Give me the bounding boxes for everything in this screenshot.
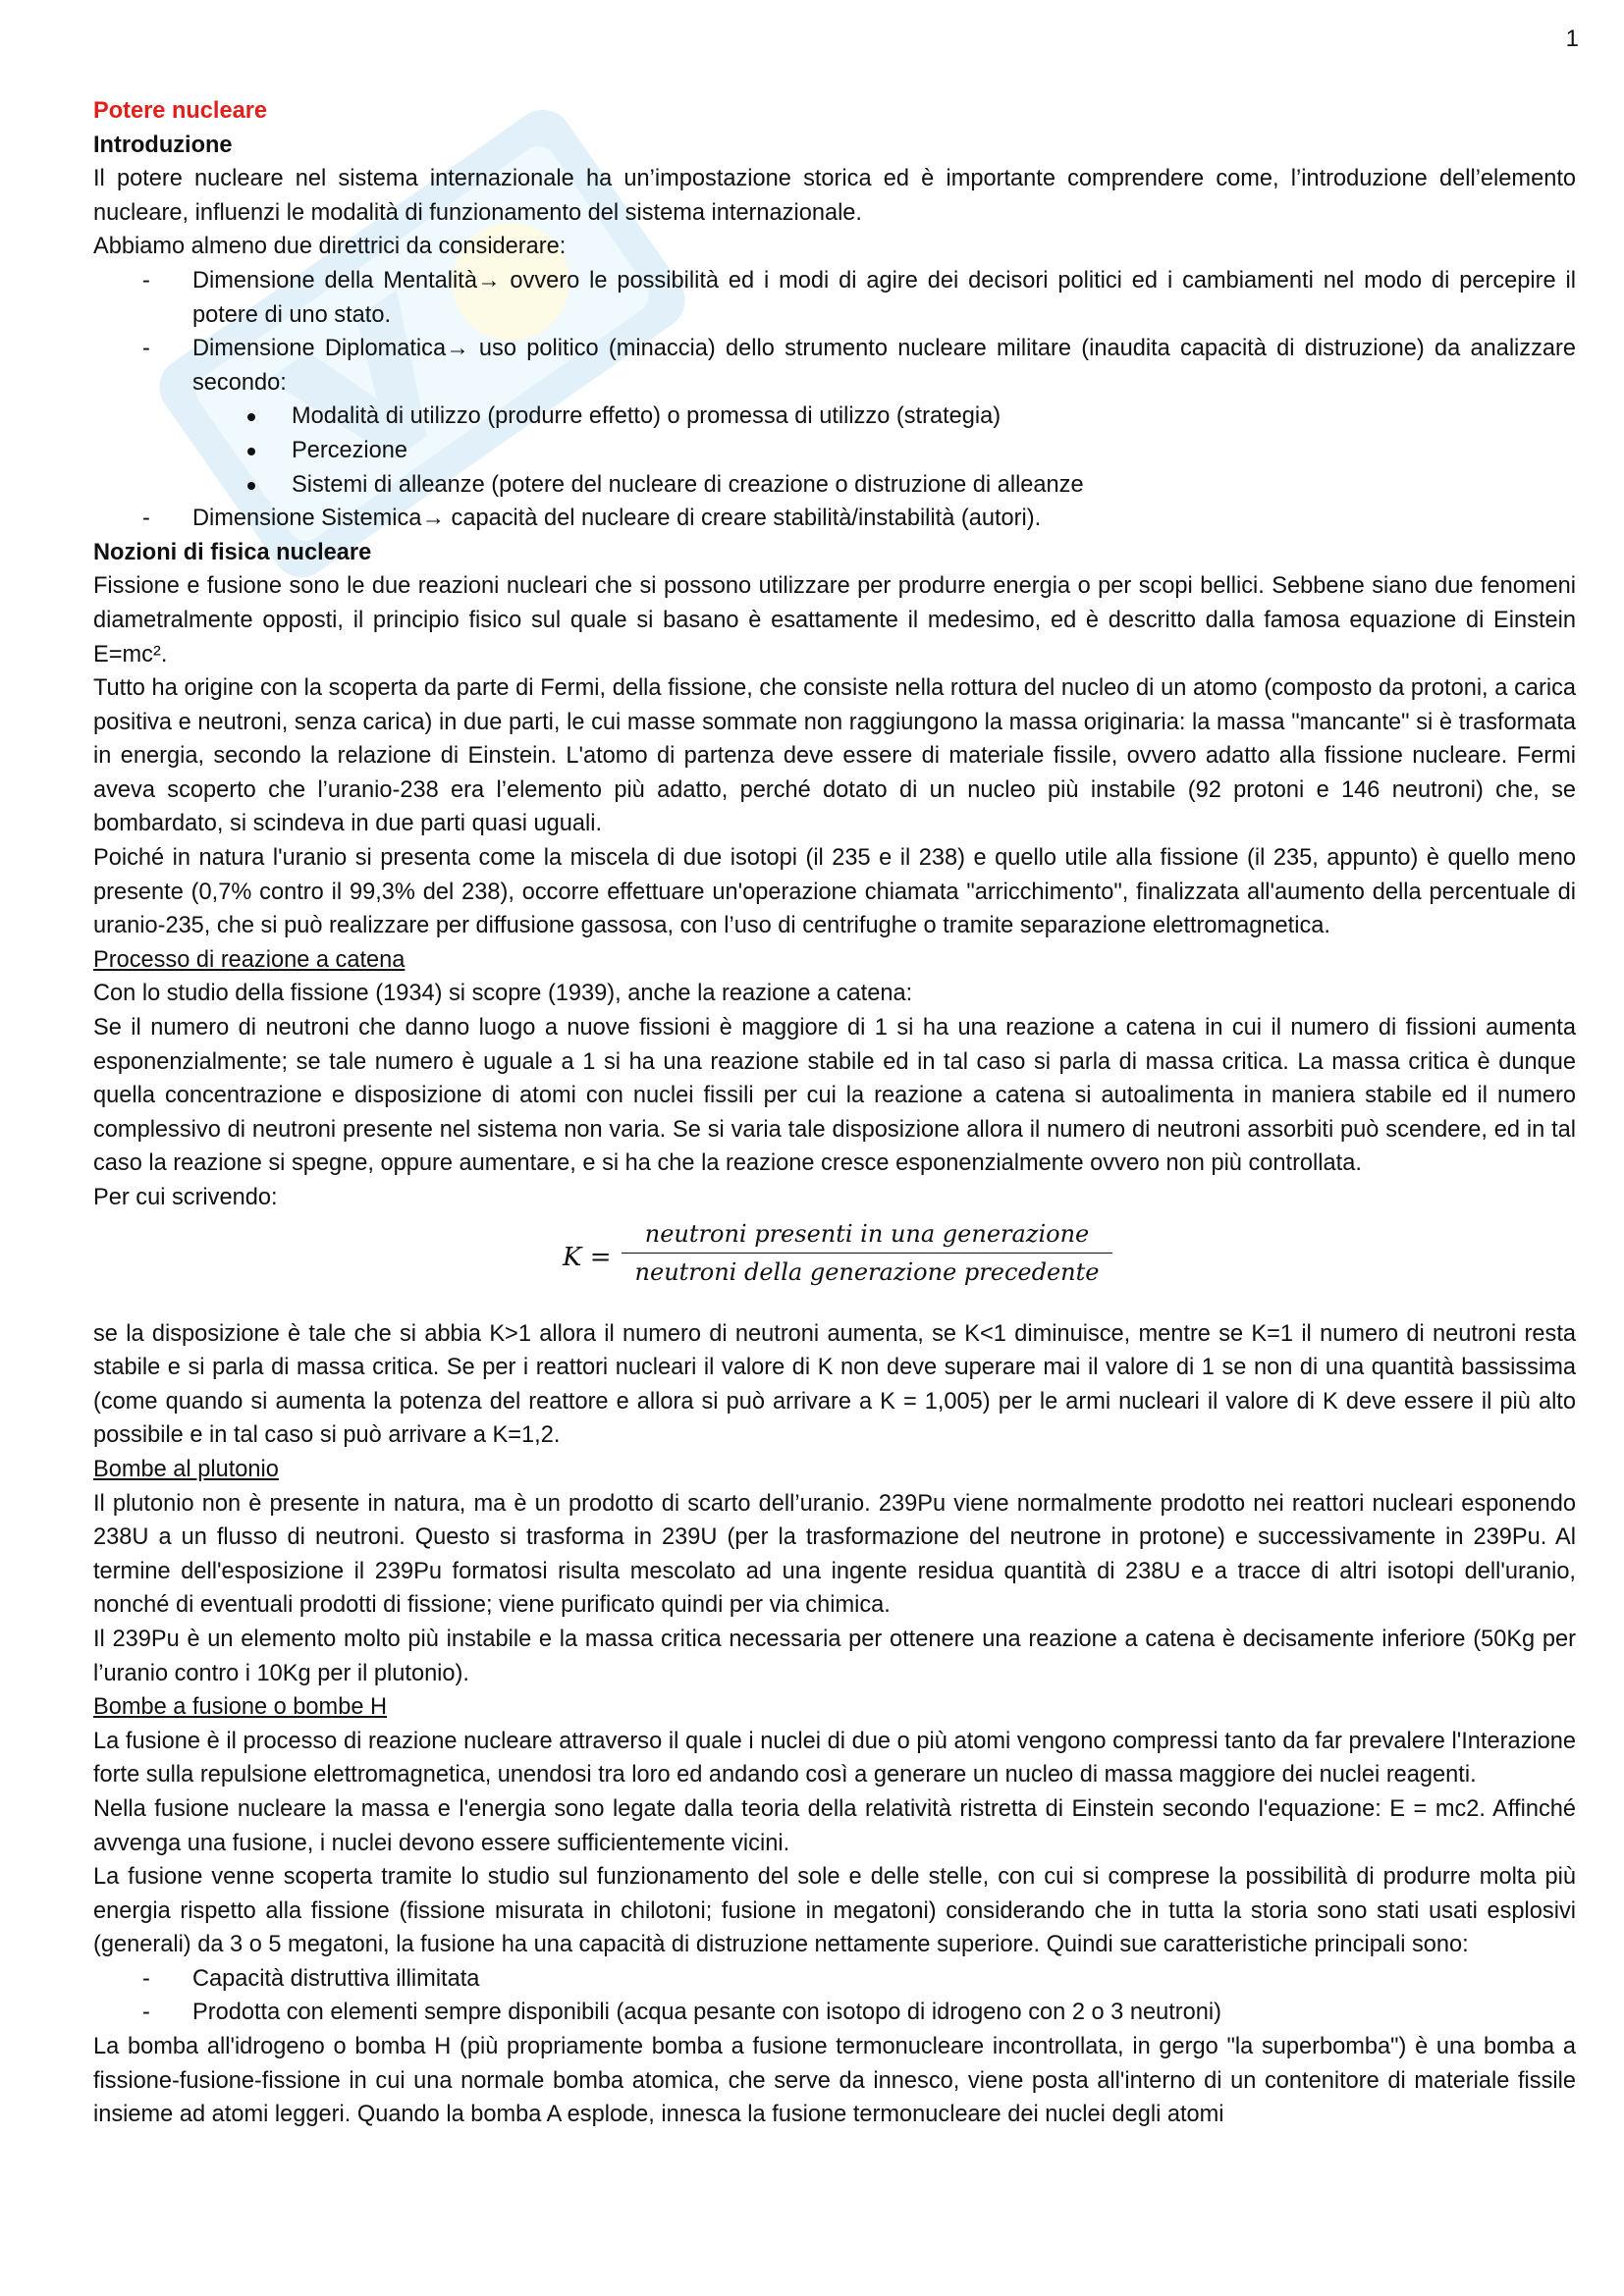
paragraph: Fissione e fusione sono le due reazioni nucleari che si possono utilizzare per produrre energia o per scopi bellici. Sebbene siano due fenomeni diametralmente opposti, il principio fisico sul quale si basano è esattamente il medesimo, ed è descritto dalla famosa equazione di Einstein E=mc². [93, 573, 1576, 667]
paragraph: Il potere nucleare nel sistema internazionale ha un’impostazione storica ed è importante comprendere come, l’introduzione dell’elemento nucleare, influenzi le modalità di funzionamento del sistema internazionale. [93, 166, 1576, 226]
heading-reazione-a-catena: Processo di reazione a catena [93, 946, 406, 973]
paragraph: Poiché in natura l'uranio si presenta come la miscela di due isotopi (il 235 e il 238) e quello utile alla fissione (il 235, appunto) è quello meno presente (0,7% contro il 99,3% del 238), occorre effettuare un'operazione chiamata "arricchimento", finalizzata all'aumento della percentuale di uranio-235, che si può realizzare per diffusione gassosa, con l’uso di centrifughe o tramite separazione elettromagnetica. [93, 845, 1576, 939]
bullet-item: Sistemi di alleanze (potere del nucleare di creazione o distruzione di alleanze [93, 468, 1576, 503]
paragraph: Per cui scrivendo: [93, 1185, 278, 1210]
paragraph: Abbiamo almeno due direttrici da considerare: [93, 234, 567, 260]
heading-introduzione: Introduzione [93, 132, 233, 158]
list-item: - Dimensione della Mentalità→ ovvero le possibilità ed i modi di agire dei decisori politici ed i cambiamenti nel modo di percepire il potere di uno stato. [93, 264, 1576, 332]
list-item-text: Dimensione Diplomatica→ uso politico (minaccia) dello strumento nucleare militare (inaudita capacità di distruzione) da analizzare secondo: [192, 336, 1576, 396]
document-body [93, 94, 1576, 2132]
k-formula [93, 1217, 1576, 1296]
paragraph: Se il numero di neutroni che danno luogo a nuove fissioni è maggiore di 1 si ha una reazione a catena in cui il numero di fissioni aumenta esponenzialmente; se tale numero è uguale a 1 si ha una reazione stabile ed in tal caso si parla di massa critica. La massa critica è dunque quella concentrazione e disposizione di atomi con nuclei fissili per cui la reazione a catena si autoalimenta in maniera stabile ed il numero complessivo di neutroni presente nel sistema non varia. Se si varia tale disposizione allora il numero di neutroni assorbiti può scendere, ed in tal caso la reazione si spegne, oppure aumentare, e si ha che la reazione cresce esponenzialmente ovvero non più controllata. [93, 1015, 1576, 1177]
formula-denominator: neutroni della generazione precedente [634, 1257, 1100, 1286]
dash-list [93, 1962, 1576, 2030]
dash-list [93, 264, 1576, 536]
formula-fraction [622, 1217, 1112, 1289]
paragraph: se la disposizione è tale che si abbia K>1 allora il numero di neutroni aumenta, se K<1 diminuisce, mentre se K=1 il numero di neutroni resta stabile e si parla di massa critica. Se per i reattori nucleari il valore di K non deve superare mai il valore di 1 se non di una quantità bassissima (come quando si aumenta la potenza del reattore e allora si può arrivare a K = 1,005) per le armi nucleari il valore di K deve essere il più alto possibile e in tal caso si può arrivare a K=1,2. [93, 1320, 1576, 1449]
list-item: - Prodotta con elementi sempre disponibili (acqua pesante con isotopo di idrogeno con 2 o 3 neutroni) [93, 1996, 1576, 2030]
heading-bombe-plutonio: Bombe al plutonio [93, 1456, 279, 1482]
paragraph: Con lo studio della fissione (1934) si scopre (1939), anche la reazione a catena: [93, 981, 913, 1007]
heading-fisica-nucleare: Nozioni di fisica nucleare [93, 539, 372, 565]
list-item: - Capacità distruttiva illimitata [93, 1962, 1576, 1997]
paragraph: Nella fusione nucleare la massa e l'energia sono legate dalla teoria della relatività ristretta di Einstein secondo l'equazione: E = mc2. Affinché avvenga una fusione, i nuclei devono essere sufficientemente vicini. [93, 1795, 1576, 1856]
paragraph: La fusione venne scoperta tramite lo studio sul funzionamento del sole e delle stelle, con cui si comprese la possibilità di produrre molta più energia rispetto alla fissione (fissione misurata in chilotoni; fusione in megatoni) considerando che in tutta la storia sono stati usati esplosivi (generali) da 3 o 5 megatoni, la fusione ha una capacità di distruzione nettamente superiore. Quindi sue caratteristiche principali sono: [93, 1864, 1576, 1958]
paragraph: Il plutonio non è presente in natura, ma è un prodotto di scarto dell’uranio. 239Pu viene normalmente prodotto nei reattori nucleari esponendo 238U a un flusso di neutroni. Questo si trasforma in 239U (per la trasformazione del neutrone in protone) e successivamente in 239Pu. Al termine dell'esposizione il 239Pu formatosi risulta mescolato ad una ingente residua quantità di 238U e a tracce di altri isotopi dell'uranio, nonché di eventuali prodotti di fissione; viene purificato quindi per via chimica. [93, 1490, 1576, 1619]
heading-bombe-fusione: Bombe a fusione o bombe H [93, 1694, 388, 1721]
paragraph: Il 239Pu è un elemento molto più instabile e la massa critica necessaria per ottenere una reazione a catena è decisamente inferiore (50Kg per l’uranio contro i 10Kg per il plutonio). [93, 1626, 1576, 1686]
document-title: Potere nucleare [93, 98, 268, 124]
list-item [93, 332, 1576, 502]
list-item: - Dimensione Sistemica→ capacità del nucleare di creare stabilità/instabilità (autori). [93, 502, 1576, 536]
paragraph: La bomba all'idrogeno o bomba H (più propriamente bomba a fusione termonucleare incontrollata, in gergo "la superbomba") è una bomba a fissione-fusione-fissione in cui una normale bomba atomica, che serve da innesco, viene posta all'interno di un contenitore di materiale fissile insieme ad atomi leggeri. Quando la bomba A esplode, innesca la fusione termonucleare dei nuclei degli atomi [93, 2034, 1576, 2128]
formula-numerator: neutroni presenti in una generazione [622, 1217, 1112, 1254]
formula-lhs: K = [563, 1242, 612, 1272]
page-number: 1 [1565, 26, 1579, 52]
paragraph: Tutto ha origine con la scoperta da parte di Fermi, della fissione, che consiste nella rottura del nucleo di un atomo (composto da protoni, a carica positiva e neutroni, senza carica) in due parti, le cui masse sommate non raggiungono la massa originaria: la massa "mancante" si è trasformata in energia, secondo la relazione di Einstein. L'atomo di partenza deve essere di materiale fissile, ovvero adatto alla fissione nucleare. Fermi aveva scoperto che l’uranio-238 era l’elemento più adatto, perché dotato di un nucleo più instabile (92 protoni e 146 neutroni) che, se bombardato, si scindeva in due parti quasi uguali. [93, 675, 1576, 837]
bullet-item: Modalità di utilizzo (produrre effetto) o promessa di utilizzo (strategia) [93, 400, 1576, 434]
bullet-list [93, 400, 1576, 502]
paragraph: La fusione è il processo di reazione nucleare attraverso il quale i nuclei di due o più atomi vengono compressi tanto da far prevalere l'Interazione forte sulla repulsione elettromagnetica, unendosi tra loro ed andando così a generare un nucleo di massa maggiore dei nuclei reagenti. [93, 1728, 1576, 1789]
bullet-item: Percezione [93, 434, 1576, 468]
